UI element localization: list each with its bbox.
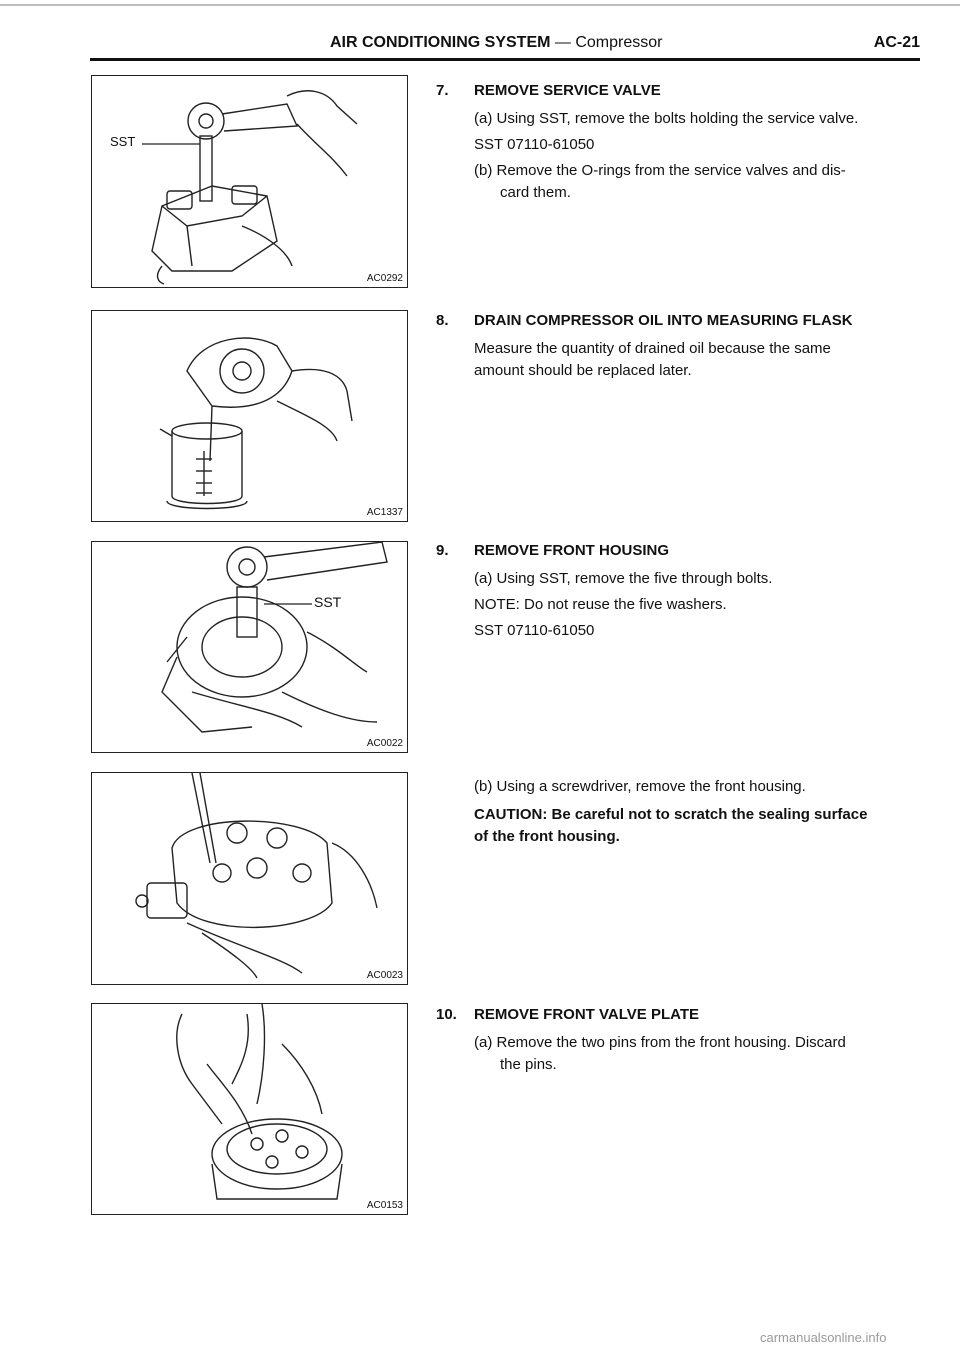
step-9-b: (b) Using a screwdriver, remove the front housing. [474, 778, 806, 795]
step-7-b-line1: (b) Remove the O-rings from the service valves and dis- [474, 162, 846, 179]
step-9 [436, 540, 926, 642]
step-9-note: NOTE: Do not reuse the five washers. [474, 596, 727, 613]
figure-drain-oil [91, 310, 408, 522]
step-heading: REMOVE FRONT HOUSING [474, 542, 670, 559]
step-9-caution-line1 [436, 804, 926, 826]
site-watermark: carmanualsonline.info [760, 1330, 887, 1345]
caution-text-1: Be careful not to scratch the sealing surface [547, 806, 868, 823]
step-9-continued [436, 776, 926, 848]
header-dash: — [550, 34, 576, 51]
step-8-text-line1: Measure the quantity of drained oil because the same [474, 340, 831, 357]
step-9-caution-line2: of the front housing. [474, 828, 620, 845]
illustration-measuring-flask [92, 311, 406, 520]
step-8 [436, 310, 926, 382]
header-rule [90, 58, 920, 61]
step-number: 7. [436, 82, 449, 99]
step-7-b-line2: card them. [500, 184, 571, 201]
illustration-ratchet-on-valve [92, 76, 406, 286]
figure-code: AC0153 [366, 1200, 403, 1211]
header-subsection: Compressor [575, 34, 663, 51]
figure-code: AC0022 [366, 738, 403, 749]
step-9-sst: SST 07110-61050 [474, 622, 595, 639]
sst-label: SST [110, 134, 136, 149]
step-7-a: (a) Using SST, remove the bolts holding the service valve. [474, 110, 859, 127]
figure-front-housing-bolts [91, 541, 408, 753]
figure-code: AC1337 [366, 507, 403, 518]
step-7-sst: SST 07110-61050 [474, 136, 595, 153]
figure-service-valve [91, 75, 408, 288]
caution-label: CAUTION: [474, 806, 548, 823]
step-8-text-line2: amount should be replaced later. [474, 362, 692, 379]
step-10-a-line2: the pins. [500, 1056, 557, 1073]
step-heading: REMOVE FRONT VALVE PLATE [474, 1006, 700, 1023]
step-9-a: (a) Using SST, remove the five through bolts. [474, 570, 773, 587]
illustration-screwdriver-on-housing [92, 773, 406, 983]
figure-code: AC0023 [366, 970, 403, 981]
page-number: AC-21 [873, 34, 920, 51]
sst-label: SST [314, 594, 342, 610]
illustration-wrench-on-compressor [92, 542, 406, 751]
figure-code: AC0292 [366, 273, 403, 284]
illustration-pliers-on-valve-plate [92, 1004, 406, 1213]
step-10 [436, 1004, 926, 1076]
step-number: 8. [436, 312, 449, 329]
header-section: AIR CONDITIONING SYSTEM [330, 34, 551, 51]
step-number: 10. [436, 1006, 457, 1023]
step-heading: DRAIN COMPRESSOR OIL INTO MEASURING FLASK [474, 312, 853, 329]
figure-remove-housing-screwdriver [91, 772, 408, 985]
step-number: 9. [436, 542, 449, 559]
top-border-line [0, 4, 960, 6]
figure-front-valve-plate [91, 1003, 408, 1215]
header-title [330, 34, 662, 52]
step-10-a-line1: (a) Remove the two pins from the front housing. Discard [474, 1034, 846, 1051]
step-heading: REMOVE SERVICE VALVE [474, 82, 661, 99]
step-7 [436, 80, 926, 204]
page-header [90, 34, 920, 58]
